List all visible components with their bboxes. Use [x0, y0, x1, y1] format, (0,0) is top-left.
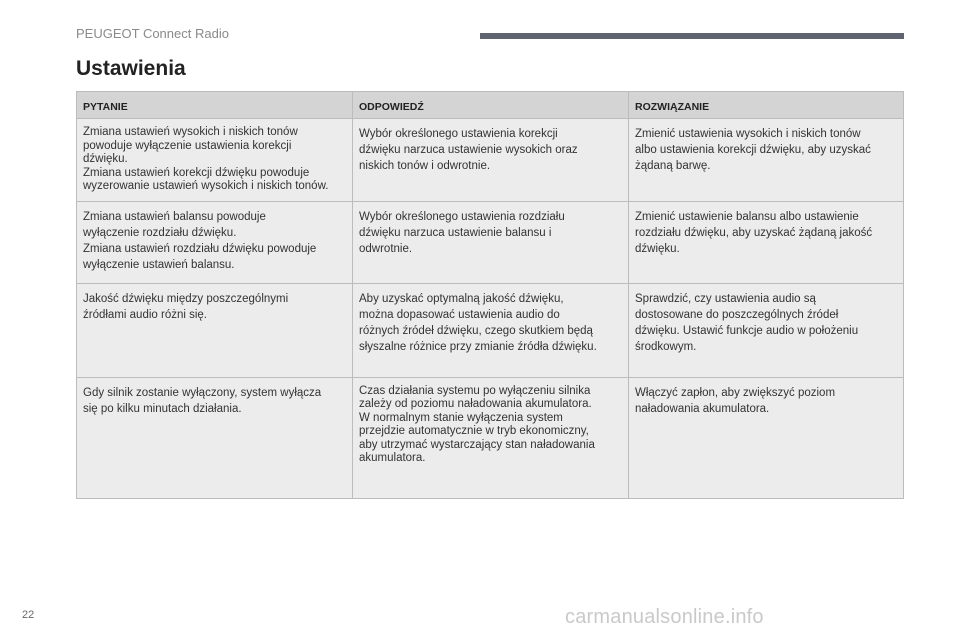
cell-line: Jakość dźwięku między poszczególnymi — [83, 292, 289, 305]
question-cell — [77, 377, 353, 498]
solution-cell — [629, 377, 904, 498]
cell-line: Zmiana ustawień korekcji dźwięku powoduje — [83, 166, 310, 179]
question-cell — [77, 119, 353, 202]
answer-cell — [353, 283, 629, 377]
cell-line: aby utrzymać wystarczający stan naładowania — [359, 438, 595, 451]
cell-line: wyzerowanie ustawień wysokich i niskich tonów. — [83, 180, 329, 192]
table-row — [77, 119, 904, 202]
table-row — [77, 377, 904, 498]
cell-line: naładowania akumulatora. — [635, 402, 770, 415]
cell-line: przejdzie automatycznie w tryb ekonomiczny, — [359, 425, 589, 437]
cell-line: Zmiana ustawień balansu powoduje — [83, 210, 266, 223]
header-brand: PEUGEOT Connect Radio — [76, 26, 229, 41]
cell-line: Wybór określonego ustawienia rozdziału — [359, 210, 565, 223]
table-header-row — [77, 92, 904, 119]
column-header-solution: ROZWIĄZANIE — [629, 92, 904, 119]
solution-cell — [629, 283, 904, 377]
cell-line: dźwięku. — [635, 242, 680, 255]
watermark: carmanualsonline.info — [565, 606, 764, 628]
column-header-answer: ODPOWIEDŹ — [353, 92, 629, 119]
cell-line: zależy od poziomu naładowania akumulatora. — [359, 398, 592, 410]
faq-table — [76, 91, 904, 499]
cell-line: odwrotnie. — [359, 242, 413, 255]
question-cell — [77, 201, 353, 283]
page-number: 22 — [22, 609, 35, 621]
cell-line: słyszalne różnice przy zmianie źródła dźwięku. — [359, 340, 597, 353]
cell-line: Gdy silnik zostanie wyłączony, system wyłącza — [83, 386, 322, 399]
cell-line: W normalnym stanie wyłączenia system — [359, 411, 563, 424]
cell-line: wyłączenie rozdziału dźwięku. — [83, 226, 237, 239]
cell-line: Zmiana ustawień rozdziału dźwięku powoduje — [83, 242, 317, 255]
cell-line: dostosowane do poszczególnych źródeł — [635, 308, 839, 321]
cell-line: Aby uzyskać optymalną jakość dźwięku, — [359, 292, 564, 305]
answer-cell — [353, 201, 629, 283]
cell-line: Czas działania systemu po wyłączeniu silnika — [359, 384, 591, 397]
column-header-question: PYTANIE — [77, 92, 353, 119]
cell-line: się po kilku minutach działania. — [83, 402, 242, 415]
cell-line: Zmienić ustawienie balansu albo ustawienie — [635, 210, 859, 223]
question-cell — [77, 283, 353, 377]
cell-line: rozdziału dźwięku, aby uzyskać żądaną jakość — [635, 226, 873, 239]
cell-line: żądaną barwę. — [635, 160, 711, 172]
cell-line: Sprawdzić, czy ustawienia audio są — [635, 292, 816, 305]
cell-line: dźwięku narzuca ustawienie wysokich oraz — [359, 144, 578, 156]
cell-line: akumulatora. — [359, 452, 426, 464]
page-title: Ustawienia — [76, 57, 186, 80]
cell-line: Zmienić ustawienia wysokich i niskich tonów — [635, 128, 861, 140]
answer-cell — [353, 377, 629, 498]
header-bar — [480, 33, 904, 39]
cell-line: dźwięku. Ustawić funkcje audio w położeniu — [635, 324, 859, 337]
cell-line: albo ustawienia korekcji dźwięku, aby uzyskać — [635, 144, 871, 156]
cell-line: powoduje wyłączenie ustawienia korekcji — [83, 139, 292, 152]
cell-line: można dopasować ustawienia audio do — [359, 308, 560, 321]
table-row — [77, 283, 904, 377]
cell-line: wyłączenie ustawień balansu. — [83, 258, 235, 271]
table-row — [77, 201, 904, 283]
solution-cell — [629, 119, 904, 202]
cell-line: dźwięku narzuca ustawienie balansu i — [359, 226, 552, 239]
cell-line: Wybór określonego ustawienia korekcji — [359, 128, 558, 140]
answer-cell — [353, 119, 629, 202]
cell-line: różnych źródeł dźwięku, czego skutkiem będą — [359, 324, 593, 337]
cell-line: dźwięku. — [83, 153, 128, 165]
cell-line: Zmiana ustawień wysokich i niskich tonów — [83, 126, 298, 138]
cell-line: środkowym. — [635, 340, 697, 353]
solution-cell — [629, 201, 904, 283]
cell-line: niskich tonów i odwrotnie. — [359, 160, 491, 172]
cell-line: Włączyć zapłon, aby zwiększyć poziom — [635, 386, 836, 399]
cell-line: źródłami audio różni się. — [83, 308, 208, 321]
